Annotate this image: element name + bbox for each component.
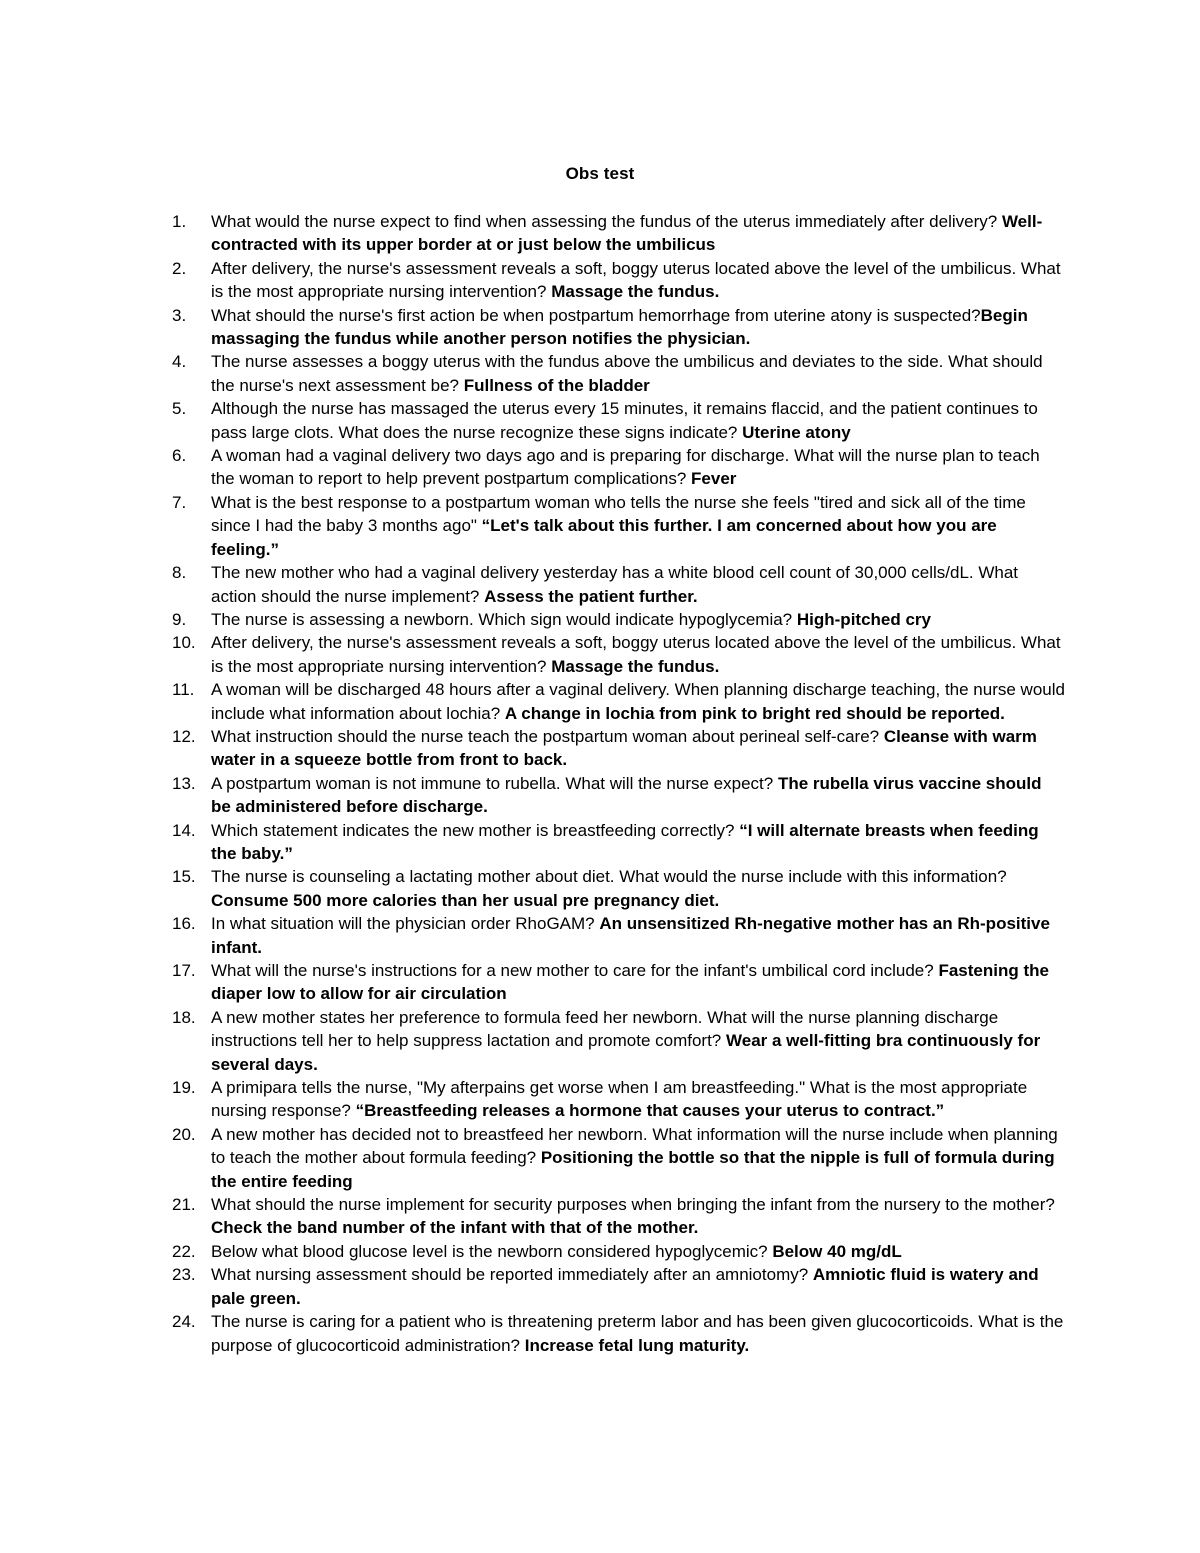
list-item [0, 1240, 1065, 1263]
question-text: A new mother has decided not to breastfeed her newborn. What information will the nurse include when planning to teach the mother about formula feeding? [211, 1124, 1058, 1168]
list-item [0, 1123, 1065, 1193]
answer-text: The rubella virus vaccine should be administered before discharge. [211, 773, 1042, 817]
list-item [0, 819, 1065, 866]
page-title: Obs test [565, 164, 635, 183]
list-item [0, 631, 1065, 678]
answer-text: Begin massaging the fundus while another person notifies the physician. [211, 305, 1028, 349]
question-text: What will the nurse's instructions for a new mother to care for the infant's umbilical cord include? [211, 961, 939, 980]
answer-text: Massage the fundus. [551, 282, 720, 302]
answer-text: “I will alternate breasts when feeding the baby.” [211, 820, 1039, 863]
item-number: 20. [172, 1124, 196, 1144]
answer-text: A change in lochia from pink to bright red should be reported. [504, 703, 1005, 723]
answer-text: Fastening the diaper low to allow for air circulation [211, 961, 1049, 1004]
item-number: 8. [172, 563, 187, 583]
question-text: The nurse is assessing a newborn. Which sign would indicate hypoglycemia? [211, 609, 797, 629]
item-number: 14. [172, 820, 196, 840]
item-number: 5. [172, 399, 187, 419]
list-item [0, 491, 1065, 561]
answer-text: Consume 500 more calories than her usual pre pregnancy diet. [211, 890, 720, 910]
item-number: 15. [172, 867, 196, 887]
answer-text: Massage the fundus. [551, 656, 720, 676]
item-number: 1. [172, 212, 187, 231]
answer-text: Fever [691, 469, 737, 489]
answer-text: Increase fetal lung maturity. [524, 1335, 750, 1355]
item-number: 12. [172, 726, 196, 746]
list-item [0, 561, 1065, 608]
list-item [0, 912, 1065, 959]
question-list [0, 210, 1200, 1357]
answer-text: “Breastfeeding releases a hormone that causes your uterus to contract.” [355, 1101, 945, 1121]
question-text: The nurse assesses a boggy uterus with the fundus above the umbilicus and deviates to the side. What should the nurse's next assessment be? [211, 352, 1043, 395]
answer-text: Cleanse with warm water in a squeeze bottle from front to back. [211, 726, 1037, 770]
list-item [0, 1006, 1065, 1076]
answer-text: Assess the patient further. [484, 586, 698, 606]
question-text: After delivery, the nurse's assessment reveals a soft, boggy uterus located above the level of the umbilicus. What is the most appropriate nursing intervention? [211, 633, 1061, 676]
item-number: 17. [172, 961, 196, 980]
list-item [0, 1310, 1065, 1357]
list-item [0, 444, 1065, 491]
item-number: 11. [172, 680, 195, 700]
list-item [0, 350, 1065, 397]
item-number: 10. [172, 633, 196, 653]
list-item [0, 959, 1065, 1006]
item-number: 18. [172, 1007, 196, 1027]
answer-text: “Let's talk about this further. I am concerned about how you are feeling.” [211, 516, 997, 559]
list-item [0, 257, 1065, 304]
question-text: A primipara tells the nurse, "My afterpains get worse when I am breastfeeding." What is the most appropriate nursing response? [211, 1078, 1028, 1121]
question-text: What would the nurse expect to find when assessing the fundus of the uterus immediately after delivery? [211, 212, 1002, 231]
item-number: 22. [172, 1241, 196, 1261]
list-item [0, 608, 1065, 631]
item-number: 24. [172, 1312, 196, 1332]
answer-text: Wear a well-fitting bra continuously for several days. [211, 1031, 1041, 1074]
list-item [0, 772, 1065, 819]
item-number: 9. [172, 609, 187, 629]
question-text: A postpartum woman is not immune to rubella. What will the nurse expect? [211, 773, 778, 793]
answer-text: Below 40 mg/dL [772, 1241, 902, 1261]
question-text: The nurse is caring for a patient who is threatening preterm labor and has been given glucocorticoids. What is the purpose of glucocorticoid administration? [211, 1312, 1064, 1355]
question-text: A woman had a vaginal delivery two days ago and is preparing for discharge. What will the nurse plan to teach the woman to report to help prevent postpartum complications? [211, 446, 1040, 489]
list-item [0, 678, 1065, 725]
item-number: 7. [172, 492, 187, 512]
answer-text: Amniotic fluid is watery and pale green. [211, 1265, 1039, 1308]
question-text: What should the nurse's first action be when postpartum hemorrhage from uterine atony is suspected? [211, 305, 981, 325]
answer-text: Fullness of the bladder [463, 375, 650, 395]
answer-text: An unsensitized Rh-negative mother has an Rh-positive infant. [211, 914, 1050, 957]
question-text: What is the best response to a postpartum woman who tells the nurse she feels "tired and sick all of the time since I had the baby 3 months ago" [211, 492, 1026, 536]
question-text: Below what blood glucose level is the newborn considered hypoglycemic? [211, 1241, 773, 1261]
item-number: 21. [172, 1195, 196, 1215]
answer-text: Positioning the bottle so that the nipple is full of formula during the entire feeding [211, 1148, 1055, 1191]
item-number: 16. [172, 914, 196, 934]
list-item [0, 397, 1065, 444]
item-number: 19. [172, 1078, 196, 1098]
list-item [0, 865, 1065, 912]
question-text: What instruction should the nurse teach the postpartum woman about perineal self-care? [211, 726, 884, 746]
item-number: 23. [172, 1265, 196, 1285]
list-item [0, 210, 1065, 257]
list-item [0, 1076, 1065, 1123]
question-text: In what situation will the physician order RhoGAM? [211, 914, 600, 934]
answer-text: Check the band number of the infant with that of the mother. [211, 1218, 699, 1238]
list-item [0, 1263, 1065, 1310]
list-item [0, 725, 1065, 772]
question-text: The nurse is counseling a lactating mother about diet. What would the nurse include with this information? [211, 867, 1007, 887]
list-item [0, 304, 1065, 351]
question-text: After delivery, the nurse's assessment reveals a soft, boggy uterus located above the level of the umbilicus. What is the most appropriate nursing intervention? [211, 258, 1061, 302]
answer-text: Uterine atony [742, 422, 851, 442]
answer-text: Well-contracted with its upper border at or just below the umbilicus [211, 212, 1043, 255]
item-number: 4. [172, 352, 187, 372]
question-text: Although the nurse has massaged the uterus every 15 minutes, it remains flaccid, and the patient continues to pass large clots. What does the nurse recognize these signs indicate? [211, 399, 1038, 442]
answer-text: High-pitched cry [796, 609, 931, 629]
item-number: 3. [172, 305, 187, 325]
item-number: 2. [172, 258, 187, 278]
question-text: Which statement indicates the new mother is breastfeeding correctly? [211, 820, 740, 840]
question-text: What nursing assessment should be reported immediately after an amniotomy? [211, 1265, 813, 1285]
list-item [0, 1193, 1065, 1240]
question-text: What should the nurse implement for security purposes when bringing the infant from the nursery to the mother? [211, 1195, 1055, 1215]
question-text: The new mother who had a vaginal delivery yesterday has a white blood cell count of 30,000 cells/dL. What action should the nurse implement? [211, 563, 1019, 606]
item-number: 13. [172, 773, 196, 793]
question-text: A new mother states her preference to formula feed her newborn. What will the nurse planning discharge instructions tell her to help suppress lactation and promote comfort? [211, 1007, 999, 1051]
item-number: 6. [172, 446, 187, 466]
question-text: A woman will be discharged 48 hours after a vaginal delivery. When planning discharge teaching, the nurse would include what information about lochia? [211, 680, 1065, 723]
